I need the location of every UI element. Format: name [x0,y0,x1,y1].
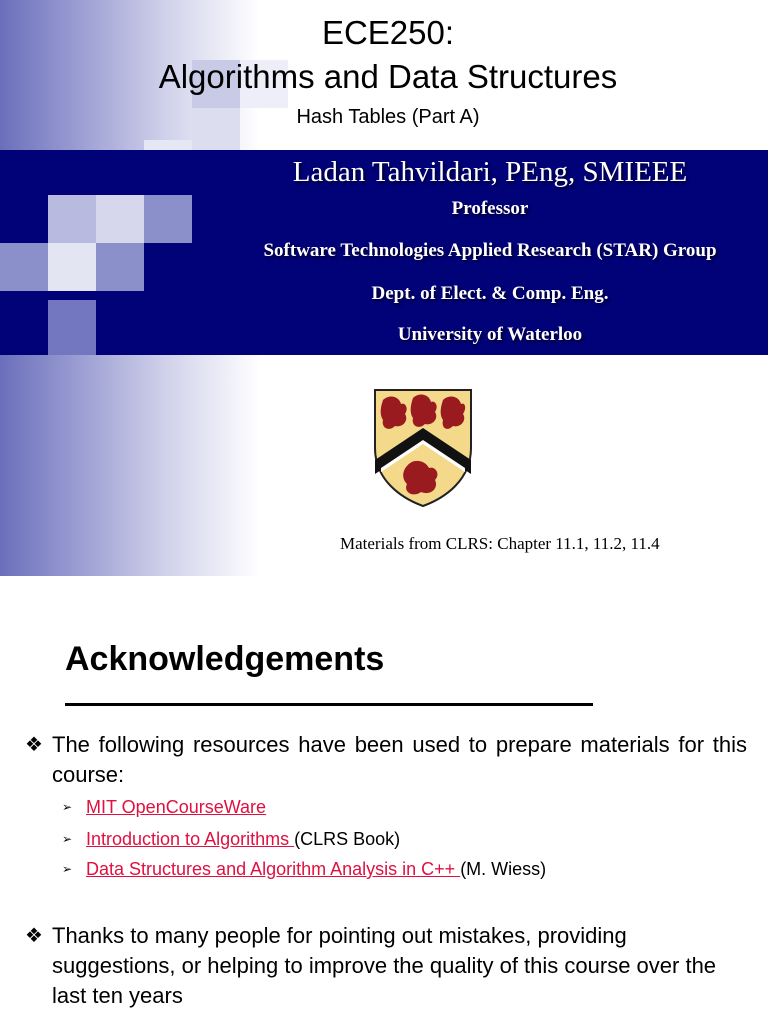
author-university: University of Waterloo [397,324,583,345]
title-underline [65,703,593,706]
resource-link-weiss[interactable]: Data Structures and Algorithm Analysis in C++ [86,859,461,879]
arrow-bullet-icon: ➢ [62,800,73,814]
author-role: Professor [451,198,529,219]
decor-square [96,243,144,291]
course-title: Algorithms and Data Structures [158,58,618,95]
author-group: Software Technologies Applied Research (STAR) Group [263,240,717,261]
decor-square [96,195,144,243]
bullet-text: The following resources have been used to prepare materials for this course: [52,732,747,787]
resource-item [62,797,266,818]
resource-note: (CLRS Book) [294,829,401,849]
author-name: Ladan Tahvildari, PEng, SMIEEE [292,156,688,188]
arrow-bullet-icon: ➢ [62,832,73,846]
resource-link-clrs[interactable]: Introduction to Algorithms [86,829,295,849]
resource-note: (M. Wiess) [460,859,547,879]
decor-square [0,243,48,291]
diamond-bullet-icon: ❖ [25,734,43,756]
diamond-bullet-icon: ❖ [25,925,43,947]
bullet-text: Thanks to many people for pointing out mistakes, providing suggestions, or helping to improve the quality of this course over the last ten years [52,923,717,1008]
decor-square [48,243,96,291]
materials-note: Materials from CLRS: Chapter 11.1, 11.2, 11.4 [340,534,660,553]
bullet-resources [25,730,747,790]
lecture-subtitle: Hash Tables (Part A) [296,106,480,128]
decor-square [0,150,48,195]
arrow-bullet-icon: ➢ [62,862,73,876]
bullet-thanks [25,921,747,1011]
university-crest-icon [373,388,473,508]
decor-square [48,300,96,355]
acknowledgements-slide [0,576,768,1024]
course-code: ECE250: [321,14,455,51]
resource-link-mit[interactable]: MIT OpenCourseWare [86,797,267,817]
decor-square [48,195,96,243]
slide-title: Acknowledgements [65,640,385,678]
author-dept: Dept. of Elect. & Comp. Eng. [371,283,609,304]
decor-square [144,195,192,243]
resource-item [62,829,400,850]
resource-item [62,859,546,880]
